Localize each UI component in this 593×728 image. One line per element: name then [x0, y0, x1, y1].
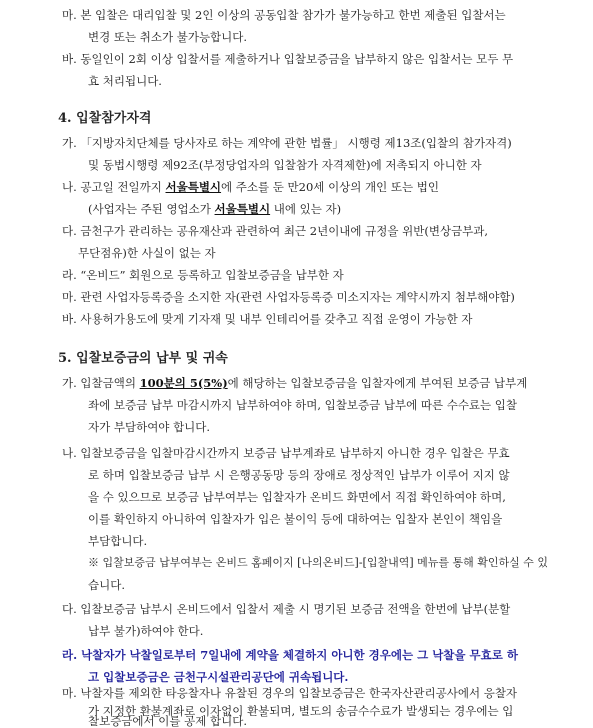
s5-item-ma-line2: 가 지정한 환불계좌로 이자없이 환불되며, 별도의 송금수수료가 발생되는 경우에는 입 — [88, 704, 514, 718]
s4-item-ba: 바. 사용허가용도에 맞게 기자재 및 내부 인테리어를 갖추고 직접 운영이 가능한 자 — [62, 312, 473, 326]
section-5-heading: 5. 입찰보증금의 납부 및 귀속 — [58, 351, 228, 366]
s5-item-na-line1: 나. 입찰보증금을 입찰마감시간까지 보증금 납부계좌로 납부하지 아니한 경우 입찰은 무효 — [62, 446, 510, 460]
s5-ga-text-c: 에 해당하는 입찰보증금을 입찰자에게 부여된 보증금 납부계 — [227, 376, 528, 390]
s5-item-ra-line2: 고 입찰보증금은 금천구시설관리공단에 귀속됩니다. — [88, 670, 349, 684]
item-ma-line1: 마. 본 입찰은 대리입찰 및 2인 이상의 공동입찰 참가가 불가능하고 한번 제출된 입찰서는 — [62, 8, 506, 22]
s5-item-na-line4: 이를 확인하지 아니하여 입찰자가 입은 불이익 등에 대하여는 입찰자 본인이 책임을 — [88, 512, 503, 526]
s5-note-line1: ※ 입찰보증금 납부여부는 온비드 홈페이지 [나의온비드]-[입찰내역] 메뉴를 통해 확인하실 수 있 — [88, 556, 549, 569]
s5-ga-text-a: 가. 입찰금액의 — [62, 376, 140, 390]
s4-na-text-a: 나. 공고일 전일까지 — [62, 180, 166, 194]
s4-item-na-line2 — [88, 198, 341, 220]
s4-item-ma: 마. 관련 사업자등록증을 소지한 자(관련 사업자등록증 미소지자는 계약시까지 첨부해야함) — [62, 290, 515, 304]
s4-na2-text-c: 내에 있는 자) — [270, 202, 342, 216]
s4-na-text-c: 에 주소를 둔 만20세 이상의 개인 또는 법인 — [221, 180, 440, 194]
s5-item-ra-line1: 라. 낙찰자가 낙찰일로부터 7일내에 계약을 체결하지 아니한 경우에는 그 낙찰을 무효로 하 — [62, 648, 518, 662]
s4-item-da-line1: 다. 금천구가 관리하는 공유재산과 관련하여 최근 2년이내에 규정을 위반(변상금부과, — [62, 224, 489, 238]
s5-item-ga-line1 — [62, 372, 527, 394]
s4-item-ga-line2: 및 동법시행령 제92조(부정당업자의 입찰참가 자격제한)에 저촉되지 아니한 자 — [88, 158, 482, 172]
s5-note-line2: 습니다. — [88, 578, 125, 592]
s5-item-ma-line3: 찰보증금에서 이를 공제 합니다. — [88, 714, 248, 728]
item-ma-line2: 변경 또는 취소가 불가능합니다. — [88, 30, 248, 44]
section-4-heading: 4. 입찰참가자격 — [58, 111, 152, 126]
percent-highlight: 100분의 5(5%) — [139, 376, 228, 390]
s5-item-na-line5: 부담합니다. — [88, 534, 148, 548]
item-ba-line1: 바. 동일인이 2회 이상 입찰서를 제출하거나 입찰보증금을 납부하지 않은 입찰서는 모두 무 — [62, 52, 514, 66]
s5-item-ga-line2: 좌에 보증금 납부 마감시까지 납부하여야 하며, 입찰보증금 납부에 따른 수수료는 입찰 — [88, 398, 518, 412]
s5-item-da-line1: 다. 입찰보증금 납부시 온비드에서 입찰서 제출 시 명기된 보증금 전액을 한번에 납부(분할 — [62, 602, 511, 616]
item-ba-line2: 효 처리됩니다. — [88, 74, 162, 88]
s4-item-ra: 라. “온비드” 회원으로 등록하고 입찰보증금을 납부한 자 — [62, 268, 344, 282]
s4-item-da-line2: 무단점유)한 사실이 없는 자 — [78, 246, 216, 260]
s5-item-na-line3: 을 수 있으므로 보증금 납부여부는 입찰자가 온비드 화면에서 직접 확인하여야 하며, — [88, 490, 506, 504]
s5-item-ma-line1: 마. 낙찰자를 제외한 타응찰자나 유찰된 경우의 입찰보증금은 한국자산관리공사에서 응찰자 — [62, 686, 518, 700]
s4-item-na-line1 — [62, 176, 439, 198]
s5-item-ga-line3: 자가 부담하여야 합니다. — [88, 420, 211, 434]
s4-na2-text-a: (사업자는 주된 영업소가 — [88, 202, 215, 216]
s5-item-da-line2: 납부 불가)하여야 한다. — [88, 624, 204, 638]
seoul-highlight-2: 서울특별시 — [214, 202, 271, 216]
s5-item-na-line2: 로 하며 입찰보증금 납부 시 은행공동망 등의 장애로 정상적인 납부가 이루어 지지 않 — [88, 468, 510, 482]
seoul-highlight: 서울특별시 — [165, 180, 222, 194]
s4-item-ga-line1: 가. 「지방자치단체를 당사자로 하는 계약에 관한 법률」 시행령 제13조(입찰의 참가자격) — [62, 136, 512, 150]
